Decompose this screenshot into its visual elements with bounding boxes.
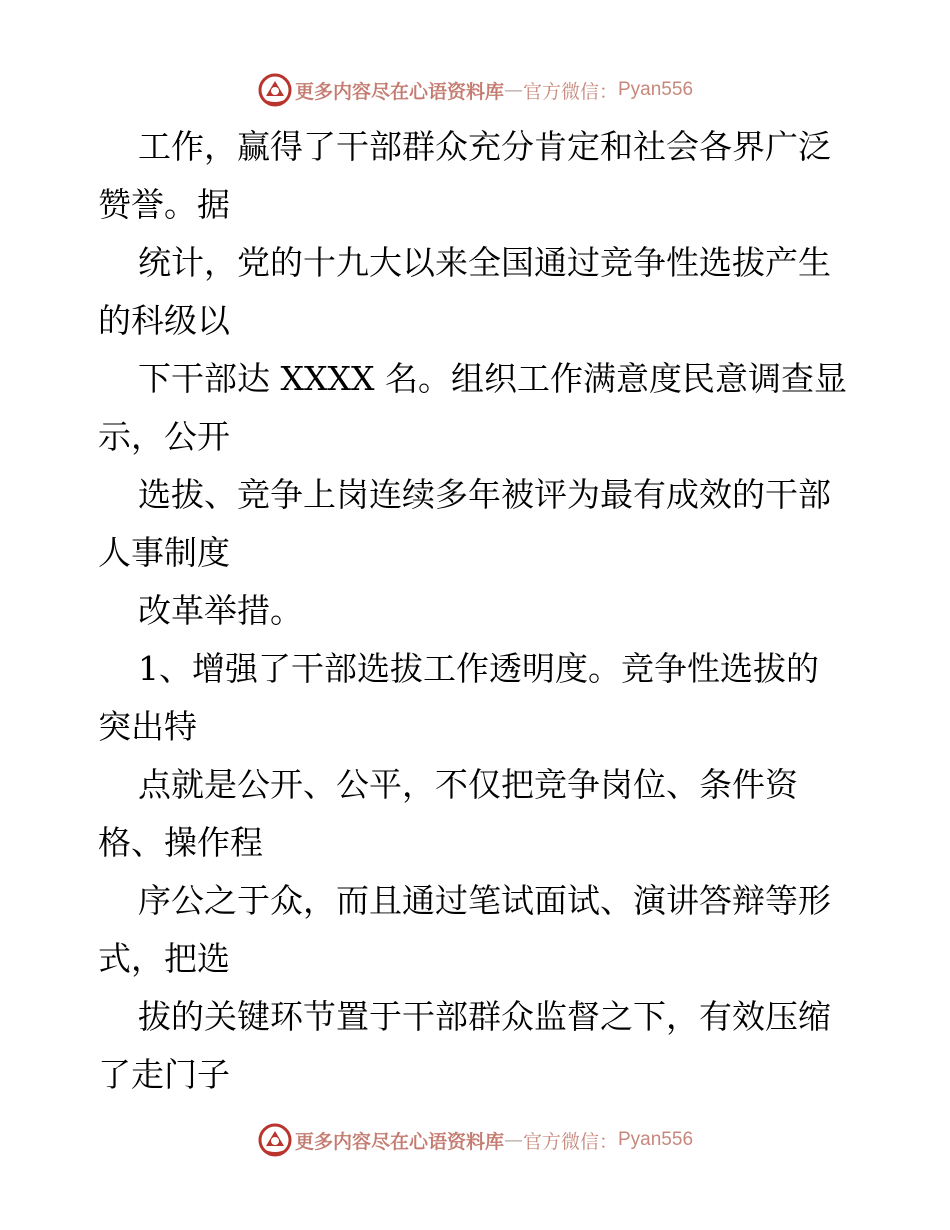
watermark-wechat-id: Pyan556 (618, 1129, 694, 1150)
text-line: 人事制度 (98, 533, 230, 572)
seal-logo-icon (257, 1122, 293, 1158)
watermark-label: 官方微信： (522, 1130, 618, 1153)
document-body (98, 118, 858, 1104)
text-line: 了走门子 (98, 1055, 230, 1094)
text-line: 序公之于众，而且通过笔试面试、演讲答辩等形 (138, 881, 831, 920)
text-line: 统计，党的十九大以来全国通过竞争性选拔产生 (138, 243, 831, 282)
text-line: 下干部达 XXXX 名。组织工作满意度民意调查显 (138, 359, 847, 398)
watermark-label: 官方微信： (522, 80, 618, 103)
header-watermark (0, 70, 950, 110)
text-line: 的科级以 (98, 301, 230, 340)
watermark-site-name: 更多内容尽在心语资料库 (294, 1130, 504, 1153)
seal-logo-icon (257, 72, 293, 108)
text-line: 工作，赢得了干部群众充分肯定和社会各界广泛 (138, 127, 831, 166)
text-line: 示，公开 (98, 417, 230, 456)
text-line: 式，把选 (98, 939, 230, 978)
text-line: 赞誉。据 (98, 185, 230, 224)
text-line: 改革举措。 (138, 591, 303, 630)
text-line: 点就是公开、公平，不仅把竞争岗位、条件资 (138, 765, 798, 804)
text-line: 突出特 (98, 707, 197, 746)
text-line: 1、增强了干部选拔工作透明度。竞争性选拔的 (138, 649, 819, 688)
watermark-site-name: 更多内容尽在心语资料库 (294, 80, 504, 103)
text-line: 拔的关键环节置于干部群众监督之下，有效压缩 (138, 997, 831, 1036)
text-line: 选拔、竞争上岗连续多年被评为最有成效的干部 (138, 475, 831, 514)
text-line: 格、操作程 (98, 823, 263, 862)
footer-watermark (0, 1120, 950, 1160)
watermark-dash: — (503, 1129, 523, 1151)
watermark-wechat-id: Pyan556 (618, 79, 694, 100)
watermark-dash: — (503, 79, 523, 101)
